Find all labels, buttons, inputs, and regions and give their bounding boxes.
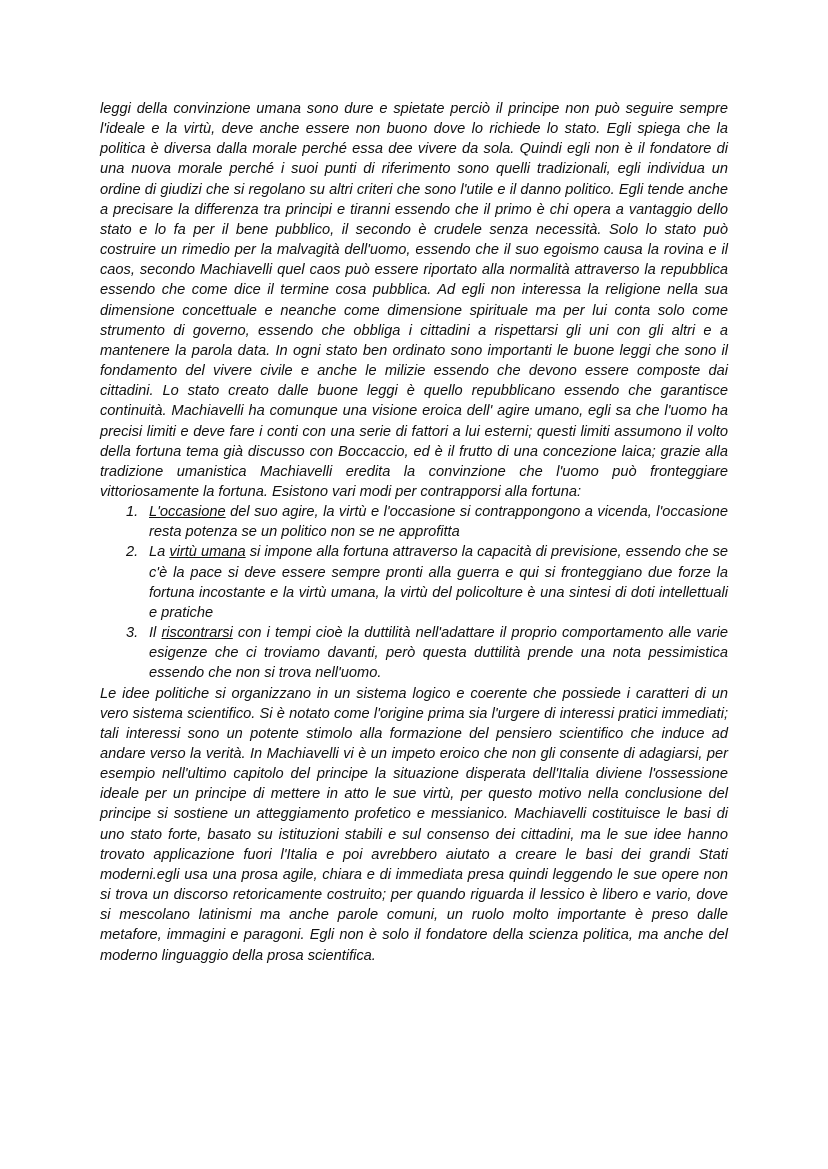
paragraph-conclusion: Le idee politiche si organizzano in un sistema logico e coerente che possiede i caratteri di un vero sistema scientifico. Si è notato come l'origine prima sia l'urgere di interessi pratici immediati; tali interessi sono un potente stimolo alla formazione del pensiero scientifico che induce ad andare verso la verità. In Machiavelli vi è un impeto eroico che non gli consente di adagiarsi, per esempio nell'ultimo capitolo del principe la situazione disperata dell'Italia diviene l'ossessione ideale per un principe di mettere in atto le sue virtù, per questo motivo nella conclusione del principe si sostiene un atteggiamento profetico e messianico. Machiavelli costituisce le basi di uno stato forte, basato su istituzioni stabili e sul consenso dei cittadini, ma le sue idee hanno trovato applicazione fuori l'Italia e poi avrebbero aiutato a creare le basi dei grandi Stati moderni.egli usa una prosa agile, chiara e di immediata presa quindi leggendo le sue opere non si trova un discorso retoricamente costruito; per quando riguarda il lessico è libero e vario, dove si mescolano latinismi ma anche parole comuni, un ruolo molto importante è preso dalle metafore, immagini e paragoni. Egli non è solo il fondatore della scienza politica, ma anche del moderno linguaggio della prosa scientifica.: [100, 685, 728, 964]
document-page: [100, 99, 728, 966]
list-keyword: virtù umana: [169, 544, 246, 561]
list-text-before: Il: [149, 625, 162, 642]
list-number: 2.: [126, 544, 139, 561]
list-text-before: La: [149, 544, 170, 561]
fortuna-list: [100, 502, 728, 683]
paragraph-intro: leggi della convinzione umana sono dure e spietate perciò il principe non può seguire sempre l'ideale e la virtù, deve anche essere non buono dove lo richiede lo stato. Egli spiega che la politica è diversa dalla morale perché essa dee vivere da sola. Quindi egli non è il fondatore di una nuova morale perché i suoi punti di riferimento sono quelli tradizionali, egli individua un ordine di giudizi che si regolano su altri criteri che sono l'utile e il danno politico. Egli tende anche a precisare la differenza tra principi e tiranni essendo che il primo è chi opera a vantaggio dello stato e lo fa per il bene pubblico, il secondo è crudele senza necessità. Solo lo stato può costruire un rimedio per la malvagità dell'uomo, essendo che il suo egoismo causa la rovina e il caos, secondo Machiavelli quel caos può essere riportato alla normalità attraverso la repubblica essendo che come dice il termine cosa pubblica. Ad egli non interessa la religione nella sua dimensione concettuale e neanche come dimensione spirituale ma per lui conta solo come strumento di governo, essendo che obbliga i cittadini a rispettarsi gli uni con gli altri e a mantenere la parola data. In ogni stato ben ordinato sono importanti le buone leggi che sono il fondamento del vivere civile e anche le milizie essendo che devono essere composte dai cittadini. Lo stato creato dalle buone leggi è quello repubblicano essendo che garantisce continuità. Machiavelli ha comunque una visione eroica dell' agire umano, egli sa che l'uomo ha precisi limiti e deve fare i conti con una serie di fattori a lui esterni; questi limiti assumono il volto della fortuna tema già discusso con Boccaccio, ed è il frutto di una concezione laica; grazie alla tradizione umanistica Machiavelli eredita la convinzione che l'uomo può fronteggiare vittoriosamente la fortuna. Esistono vari modi per contrapporsi alla fortuna:: [100, 101, 728, 500]
list-text-after: con i tempi cioè la duttilità nell'adattare il proprio comportamento alle varie esigenze che ci troviamo davanti, però questa duttilità prende una nota pessimistica essendo che non si trova nell'uomo.: [149, 625, 728, 682]
list-item: [100, 542, 728, 623]
list-number: 3.: [126, 625, 139, 642]
list-text-after: del suo agire, la virtù e l'occasione si contrappongono a vicenda, l'occasione resta potenza se un politico non se ne approfitta: [149, 504, 728, 541]
list-keyword: L'occasione: [149, 504, 226, 521]
list-item: [100, 623, 728, 683]
list-number: 1.: [126, 504, 139, 521]
list-item: [100, 502, 728, 542]
list-keyword: riscontrarsi: [161, 625, 233, 642]
list-text-after: si impone alla fortuna attraverso la capacità di previsione, essendo che se c'è la pace si deve essere sempre pronti alla guerra e qui si fronteggiano due forze la fortuna incostante e la virtù umana, la virtù del policolture è una sintesi di doti intellettuali e pratiche: [149, 544, 729, 621]
